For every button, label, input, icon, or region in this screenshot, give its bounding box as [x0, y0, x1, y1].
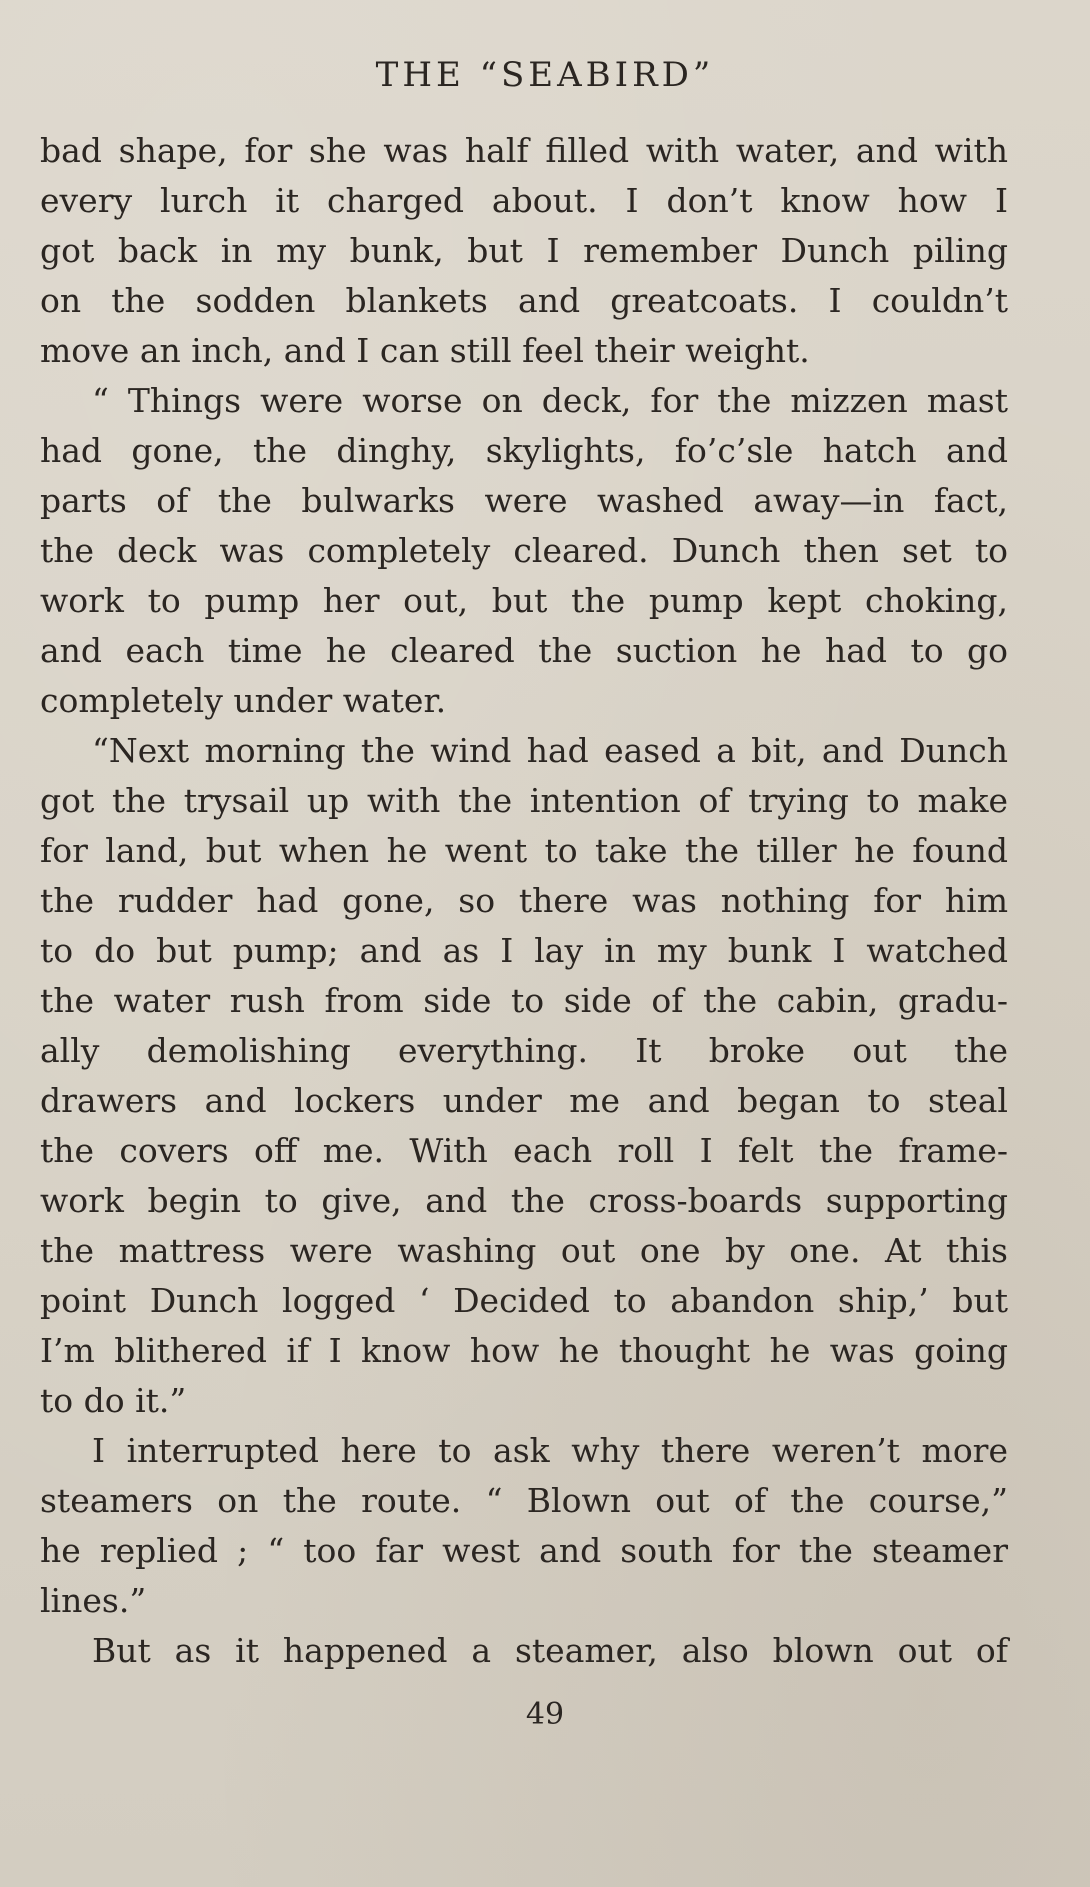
text-line: I interrupted here to ask why there weren’t more	[92, 1431, 1008, 1470]
text-line: the mattress were washing out one by one. At this	[40, 1231, 1008, 1270]
text-line: work to pump her out, but the pump kept choking,	[40, 581, 1008, 620]
running-head: THE “SEABIRD”	[375, 55, 715, 95]
page-number: 49	[525, 1697, 565, 1732]
text-line: the water rush from side to side of the cabin, gradu-	[40, 981, 1008, 1020]
text-line: But as it happened a steamer, also blown out of	[92, 1631, 1008, 1670]
text-line: for land, but when he went to take the tiller he found	[40, 831, 1008, 870]
text-line: drawers and lockers under me and began to steal	[40, 1081, 1008, 1120]
text-line: completely under water.	[40, 681, 447, 720]
body-text	[40, 126, 1008, 1676]
text-line: and each time he cleared the suction he had to go	[40, 631, 1008, 670]
text-line: the rudder had gone, so there was nothing for him	[40, 881, 1008, 920]
text-line: got back in my bunk, but I remember Dunch piling	[40, 231, 1008, 270]
text-line: work begin to give, and the cross-boards supporting	[40, 1181, 1008, 1220]
text-line: the covers off me. With each roll I felt the frame-	[40, 1131, 1008, 1170]
text-line: on the sodden blankets and greatcoats. I couldn’t	[40, 281, 1008, 320]
text-line: steamers on the route. “ Blown out of the course,”	[40, 1481, 1008, 1520]
text-line: parts of the bulwarks were washed away—in fact,	[40, 481, 1008, 520]
text-line: “ Things were worse on deck, for the mizzen mast	[92, 381, 1008, 420]
text-line: ally demolishing everything. It broke out the	[40, 1031, 1008, 1070]
text-line: bad shape, for she was half filled with water, and with	[40, 131, 1008, 170]
text-line: lines.”	[40, 1581, 147, 1620]
text-line: had gone, the dinghy, skylights, fo’c’sle hatch and	[40, 431, 1008, 470]
text-line: to do it.”	[40, 1381, 187, 1420]
text-line: move an inch, and I can still feel their weight.	[40, 331, 810, 370]
text-line: the deck was completely cleared. Dunch then set to	[40, 531, 1008, 570]
text-line: every lurch it charged about. I don’t know how I	[40, 181, 1008, 220]
text-line: “Next morning the wind had eased a bit, and Dunch	[92, 731, 1008, 770]
text-line: got the trysail up with the intention of trying to make	[40, 781, 1008, 820]
text-line: point Dunch logged ‘ Decided to abandon ship,’ but	[40, 1281, 1008, 1320]
text-line: to do but pump; and as I lay in my bunk I watched	[40, 931, 1008, 970]
text-line: he replied ; “ too far west and south for the steamer	[40, 1531, 1008, 1570]
text-line: I’m blithered if I know how he thought he was going	[40, 1331, 1008, 1370]
